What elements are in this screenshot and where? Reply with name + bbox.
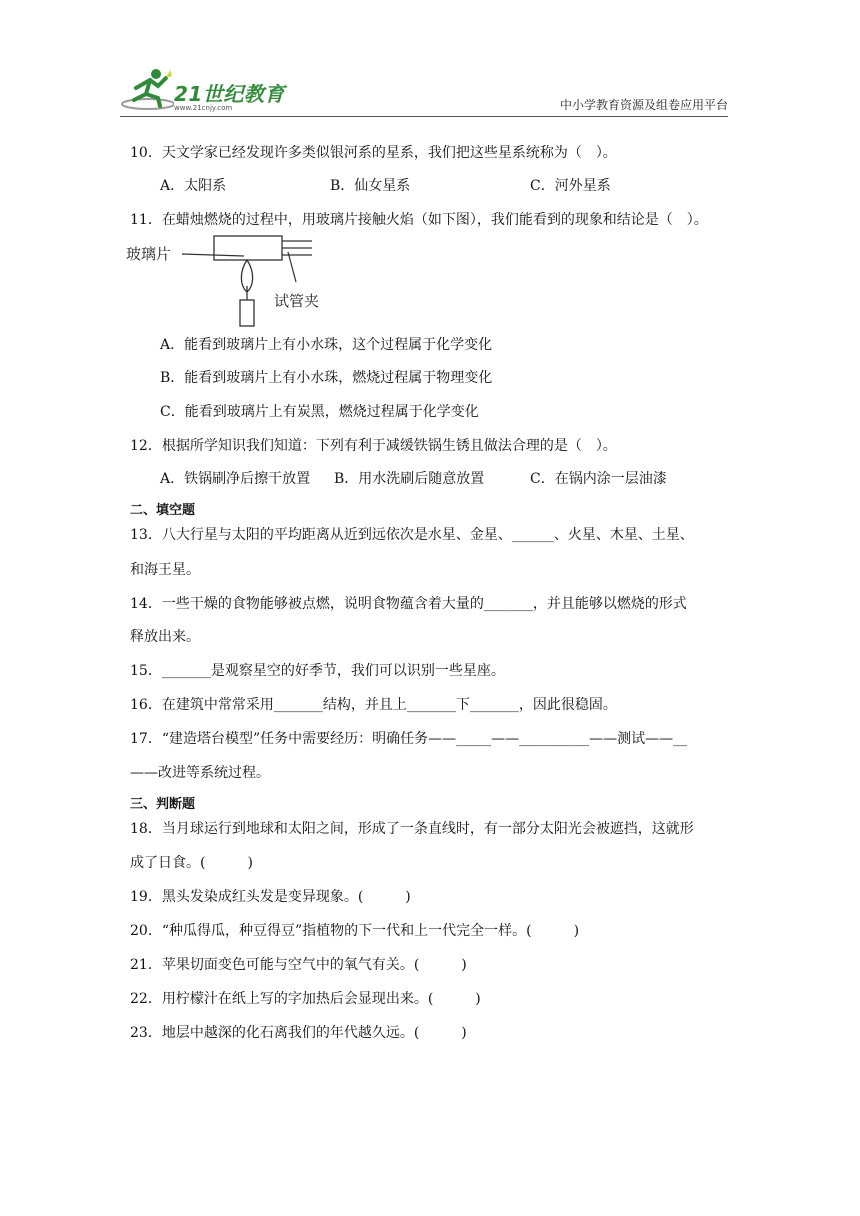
logo-url: www.21cnjy.com (174, 104, 233, 112)
logo-text: 21世纪教育 (174, 82, 285, 106)
q12-option-a: A．铁锅刷净后擦干放置 (160, 471, 311, 487)
question-10: 10．天文学家已经发现许多类似银河系的星系，我们把这些星系统称为（ ）。 (130, 145, 617, 161)
question-22: 22．用柠檬汁在纸上写的字加热后会显现出来。( ) (130, 991, 481, 1007)
section-fill-in: 二、填空题 (130, 503, 196, 518)
question-21: 21．苹果切面变色可能与空气中的氧气有关。( ) (130, 957, 467, 973)
q11-option-a: A．能看到玻璃片上有小水珠，这个过程属于化学变化 (160, 337, 493, 353)
question-17-line2: ——改进等系统过程。 (130, 765, 270, 781)
question-12: 12．根据所学知识我们知道：下列有利于减缓铁锅生锈且做法合理的是（ ）。 (130, 438, 617, 454)
q11-option-c: C．能看到玻璃片上有炭黑，燃烧过程属于化学变化 (160, 404, 479, 420)
page-header (120, 66, 728, 118)
logo (120, 66, 290, 116)
question-19: 19．黑头发染成红头发是变异现象。( ) (130, 889, 411, 905)
q10-option-b: B．仙女星系 (330, 178, 411, 194)
question-14-line1: 14．一些干燥的食物能够被点燃，说明食物蕴含着大量的_______，并且能够以燃烧的形式 (130, 596, 687, 612)
question-18-line1: 18．当月球运行到地球和太阳之间，形成了一条直线时，有一部分太阳光会被遮挡，这就形 (130, 821, 694, 837)
glass-label: 玻璃片 (126, 245, 172, 263)
question-17-line1: 17．“建造塔台模型”任务中需要经历：明确任务——_____——__________——测试——__ (130, 731, 688, 747)
runner-logo-icon (120, 66, 174, 114)
q12-option-c: C．在锅内涂一层油漆 (530, 471, 667, 487)
header-divider (120, 116, 728, 117)
clamp-label: 试管夹 (274, 292, 320, 310)
question-13-line2: 和海王星。 (130, 562, 200, 578)
q10-option-a: A．太阳系 (160, 178, 227, 194)
question-20: 20．“种瓜得瓜，种豆得豆”指植物的下一代和上一代完全一样。( ) (130, 923, 580, 939)
question-18-line2: 成了日食。( ) (130, 855, 253, 871)
platform-name: 中小学教育资源及组卷应用平台 (559, 98, 728, 112)
candle-diagram (126, 234, 326, 328)
section-true-false: 三、判断题 (130, 797, 196, 812)
question-11: 11．在蜡烛燃烧的过程中，用玻璃片接触火焰（如下图），我们能看到的现象和结论是（ ）。 (130, 212, 708, 228)
question-14-line2: 释放出来。 (130, 629, 200, 645)
q10-option-c: C．河外星系 (530, 178, 611, 194)
question-15: 15．_______是观察星空的好季节，我们可以识别一些星座。 (130, 663, 505, 679)
question-13-line1: 13．八大行星与太阳的平均距离从近到远依次是水星、金星、______、火星、木星、土星、 (130, 527, 694, 543)
question-23: 23．地层中越深的化石离我们的年代越久远。( ) (130, 1025, 467, 1041)
question-16: 16．在建筑中常常采用_______结构，并且上_______下_______，因此很稳固。 (130, 697, 617, 713)
q12-option-b: B．用水洗刷后随意放置 (334, 471, 485, 487)
q11-option-b: B．能看到玻璃片上有小水珠，燃烧过程属于物理变化 (160, 370, 493, 386)
